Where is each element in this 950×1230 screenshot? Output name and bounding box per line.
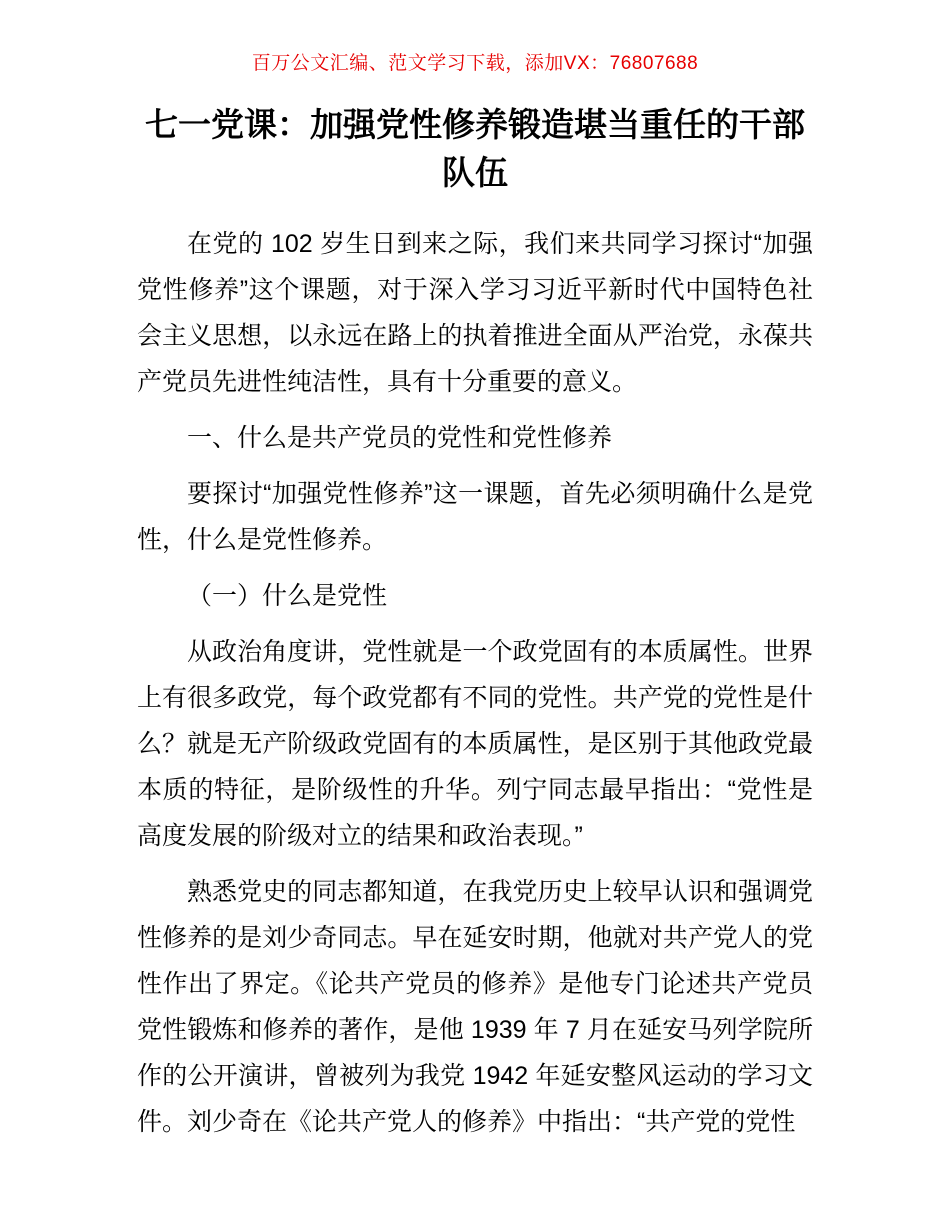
paragraph-intro: 在党的 102 岁生日到来之际，我们来共同学习探讨“加强党性修养”这个课题，对于深入学习习近平新时代中国特色社会主义思想，以永远在路上的执着推进全面从严治党，永葆共产党员先进性纯洁性，具有十分重要的意义。 [137,229,813,396]
section-heading-1: 一、什么是共产党员的党性和党性修养 [187,423,613,452]
section-subheading-1-1: （一）什么是党性 [187,581,388,610]
document-content [137,101,813,1145]
paragraph: 要探讨“加强党性修养”这一课题，首先必须明确什么是党性，什么是党性修养。 [137,479,813,554]
document-title: 七一党课：加强党性修养锻造堪当重任的干部队伍 [145,106,805,191]
watermark-notice: 百万公文汇编、范文学习下载，添加VX：76807688 [251,53,699,74]
paragraph: 熟悉党史的同志都知道，在我党历史上较早认识和强调党性修养的是刘少奇同志。早在延安时期，他就对共产党人的党性作出了界定。《论共产党员的修养》是他专门论述共产党员党性锻炼和修养的著作，是他 1939 年 7 月在延安马列学院所作的公开演讲，曾被列为我党 1942 年延安整风运动的学习文件。刘少奇在《论共产党人的修养》中指出：“共产党的党性 [137,877,813,1136]
paragraph: 从政治角度讲，党性就是一个政党固有的本质属性。世界上有很多政党，每个政党都有不同的党性。共产党的党性是什么？就是无产阶级政党固有的本质属性，是区别于其他政党最本质的特征，是阶级性的升华。列宁同志最早指出：“党性是高度发展的阶级对立的结果和政治表现。” [137,637,813,850]
